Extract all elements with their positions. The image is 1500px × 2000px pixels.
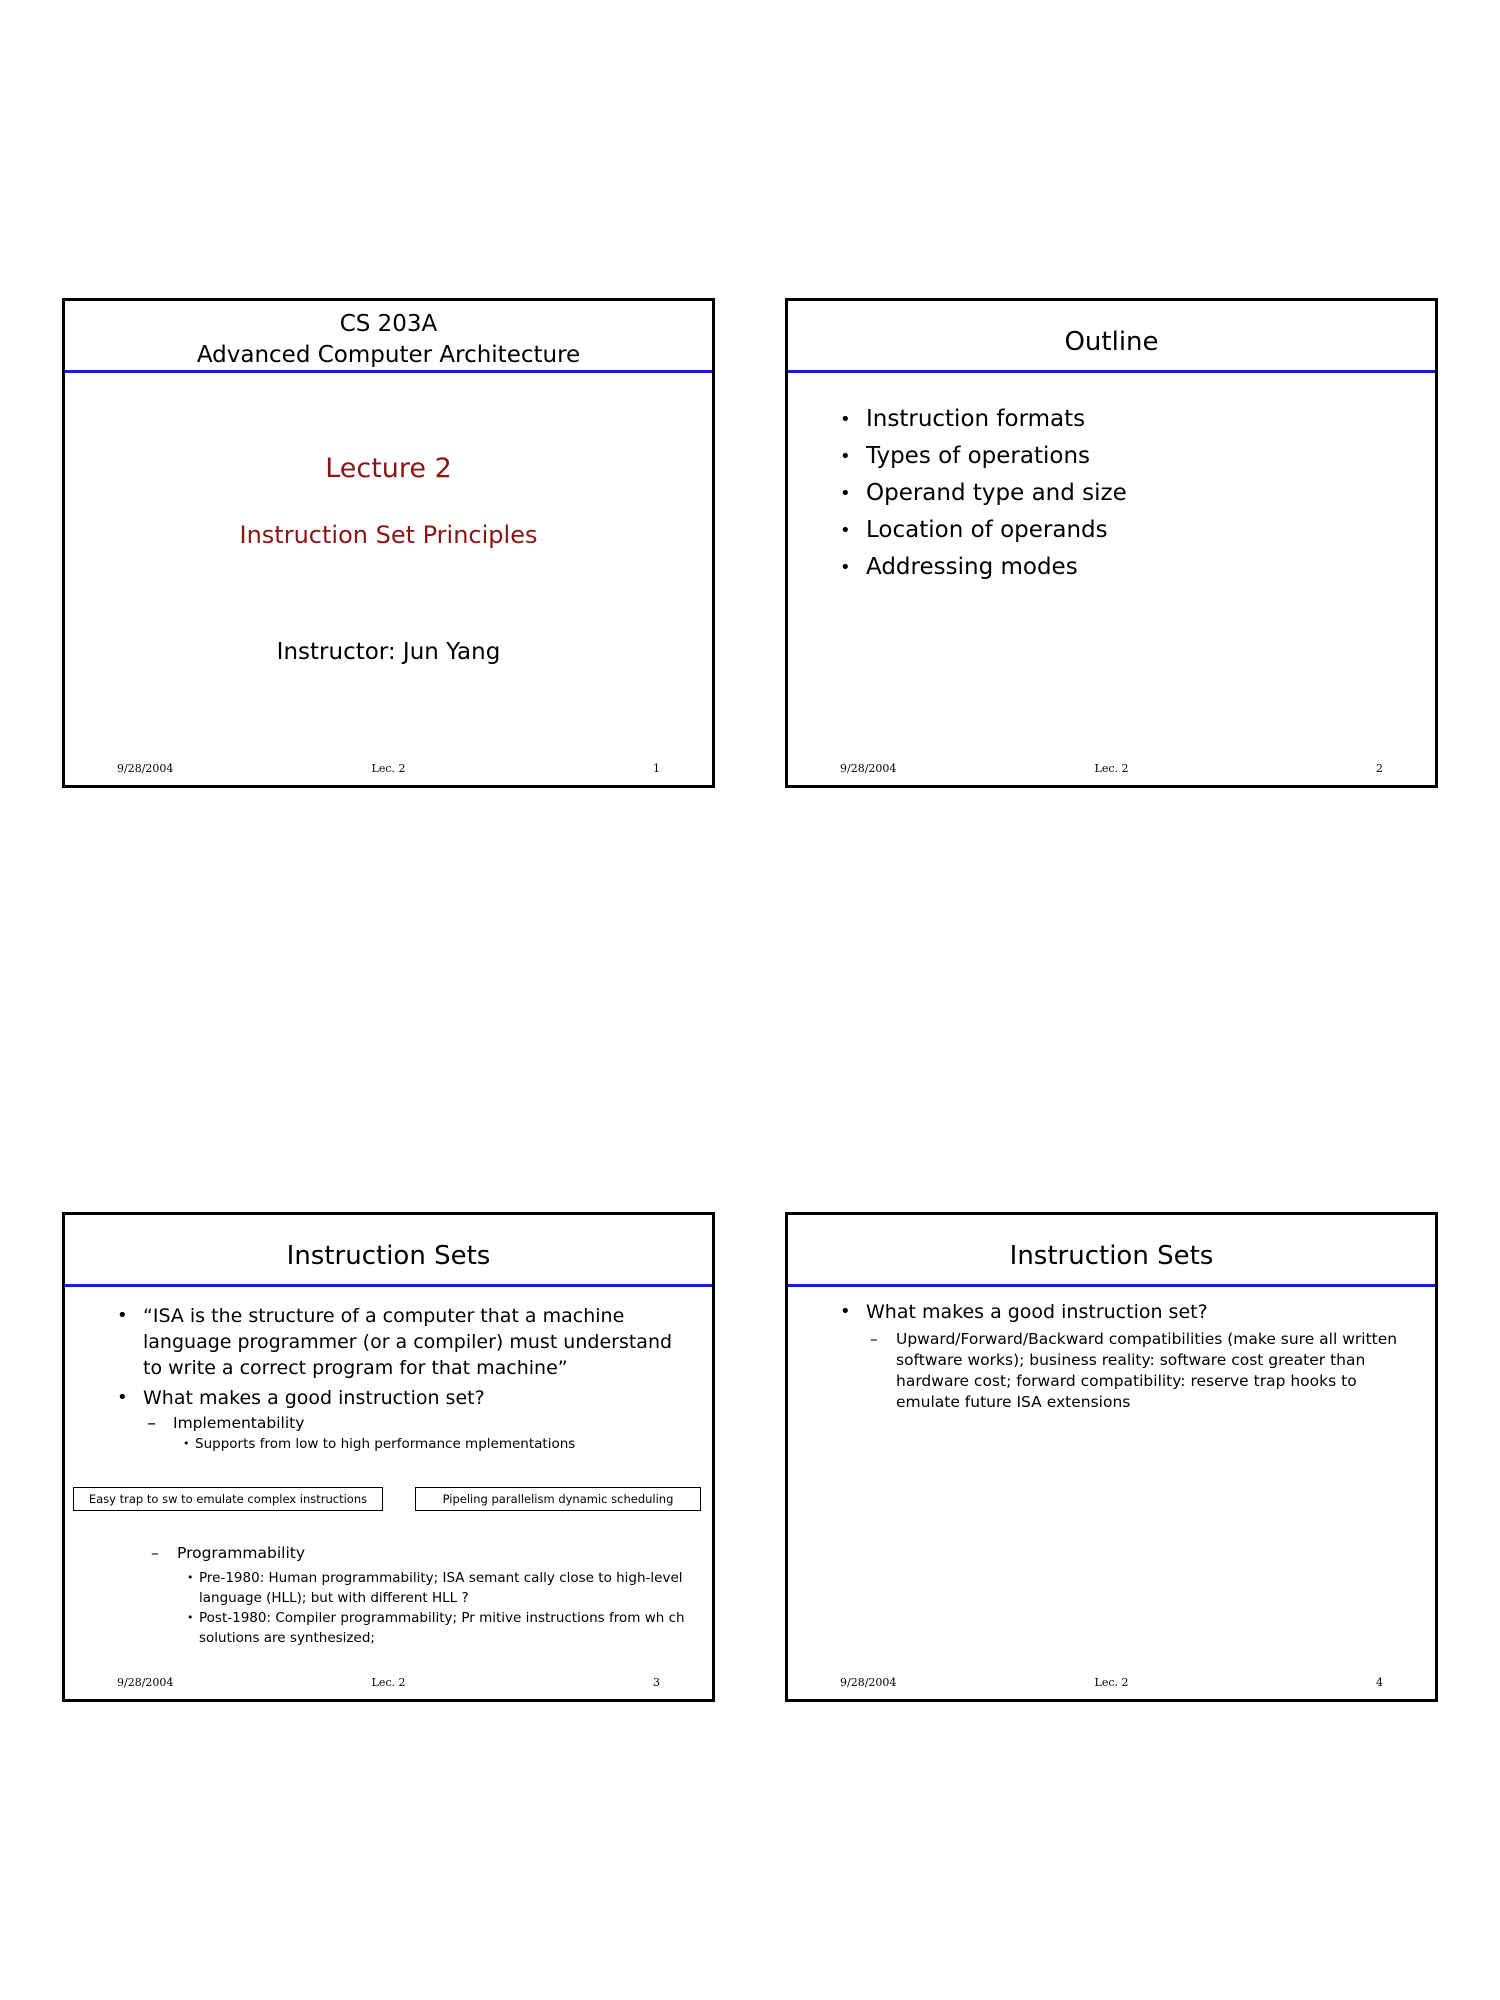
sub-sub-list	[173, 1434, 677, 1454]
programmability-label: Programmability	[177, 1544, 306, 1562]
slide-title: Instruction Sets	[1009, 1241, 1214, 1271]
course-name: Advanced Computer Architecture	[196, 342, 581, 368]
slide-4	[785, 1212, 1438, 1702]
list-item: • Pre-1980: Human programmability; ISA semant cally close to high-level language (HLL); but with different HLL ?	[181, 1568, 687, 1608]
lecture-number: Lecture 2	[325, 453, 452, 484]
bullet-list	[840, 1299, 1410, 1413]
lecture-subtitle: Instruction Set Principles	[239, 521, 538, 549]
slide-header	[65, 301, 712, 373]
list-item	[117, 1385, 677, 1454]
list-item: • Operand type and size	[840, 475, 1127, 512]
slide-2	[785, 298, 1438, 788]
annotation-box-left: Easy trap to sw to emulate complex instructions	[73, 1487, 383, 1511]
slide-title: Outline	[1064, 327, 1159, 357]
footer-page-number: 4	[1376, 1676, 1383, 1689]
list-item: • Addressing modes	[840, 549, 1127, 586]
slide-1	[62, 298, 715, 788]
footer-lecture: Lec. 2	[371, 762, 406, 775]
sub-sub-list	[177, 1568, 687, 1648]
slide-header	[65, 1215, 712, 1287]
slide-title: Instruction Sets	[286, 1241, 491, 1271]
footer-lecture: Lec. 2	[1094, 762, 1129, 775]
footer-lecture: Lec. 2	[371, 1676, 406, 1689]
annotation-box-right: Pipeling parallelism dynamic scheduling	[415, 1487, 701, 1511]
implementability-label: Implementability	[173, 1414, 305, 1432]
instructor-name: Instructor: Jun Yang	[276, 639, 501, 665]
list-item: • Post-1980: Compiler programmability; Pr mitive instructions from wh ch solutions are synthesized;	[181, 1608, 687, 1648]
footer-date: 9/28/2004	[840, 1676, 897, 1689]
list-item	[147, 1413, 677, 1454]
footer-page-number: 3	[653, 1676, 660, 1689]
list-item	[151, 1543, 687, 1648]
good-isa-question: What makes a good instruction set?	[866, 1301, 1208, 1323]
list-item: • Location of operands	[840, 512, 1127, 549]
list-item: • Types of operations	[840, 438, 1127, 475]
sub-list	[143, 1413, 677, 1454]
slide-header	[788, 301, 1435, 373]
slide-title	[65, 309, 712, 371]
footer-date: 9/28/2004	[117, 1676, 174, 1689]
good-isa-question: What makes a good instruction set?	[143, 1387, 485, 1409]
slide-header	[788, 1215, 1435, 1287]
list-item	[117, 1303, 677, 1381]
list-item	[840, 1299, 1410, 1413]
isa-definition: “ISA is the structure of a computer that a machine language programmer (or a compiler) must understand to write a correct program for that machine”	[143, 1305, 673, 1379]
sub-list-programmability	[147, 1543, 687, 1648]
footer-lecture: Lec. 2	[1094, 1676, 1129, 1689]
course-code: CS 203A	[339, 311, 438, 337]
bullet-list	[117, 1303, 677, 1458]
list-item: • Instruction formats	[840, 401, 1127, 438]
annotation-boxes	[73, 1487, 703, 1511]
list-item: – Upward/Forward/Backward compatibilities (make sure all written software works); business reality: software cost greater than hardware cost; forward compatibility: reserve trap hooks to emulate future ISA extensions	[870, 1329, 1410, 1413]
footer-date: 9/28/2004	[840, 762, 897, 775]
outline-list	[840, 401, 1127, 586]
sub-list	[866, 1329, 1410, 1413]
footer-page-number: 2	[1376, 762, 1383, 775]
footer-date: 9/28/2004	[117, 762, 174, 775]
slide-3	[62, 1212, 715, 1702]
list-item: • Supports from low to high performance mplementations	[177, 1434, 677, 1454]
footer-page-number: 1	[653, 762, 660, 775]
